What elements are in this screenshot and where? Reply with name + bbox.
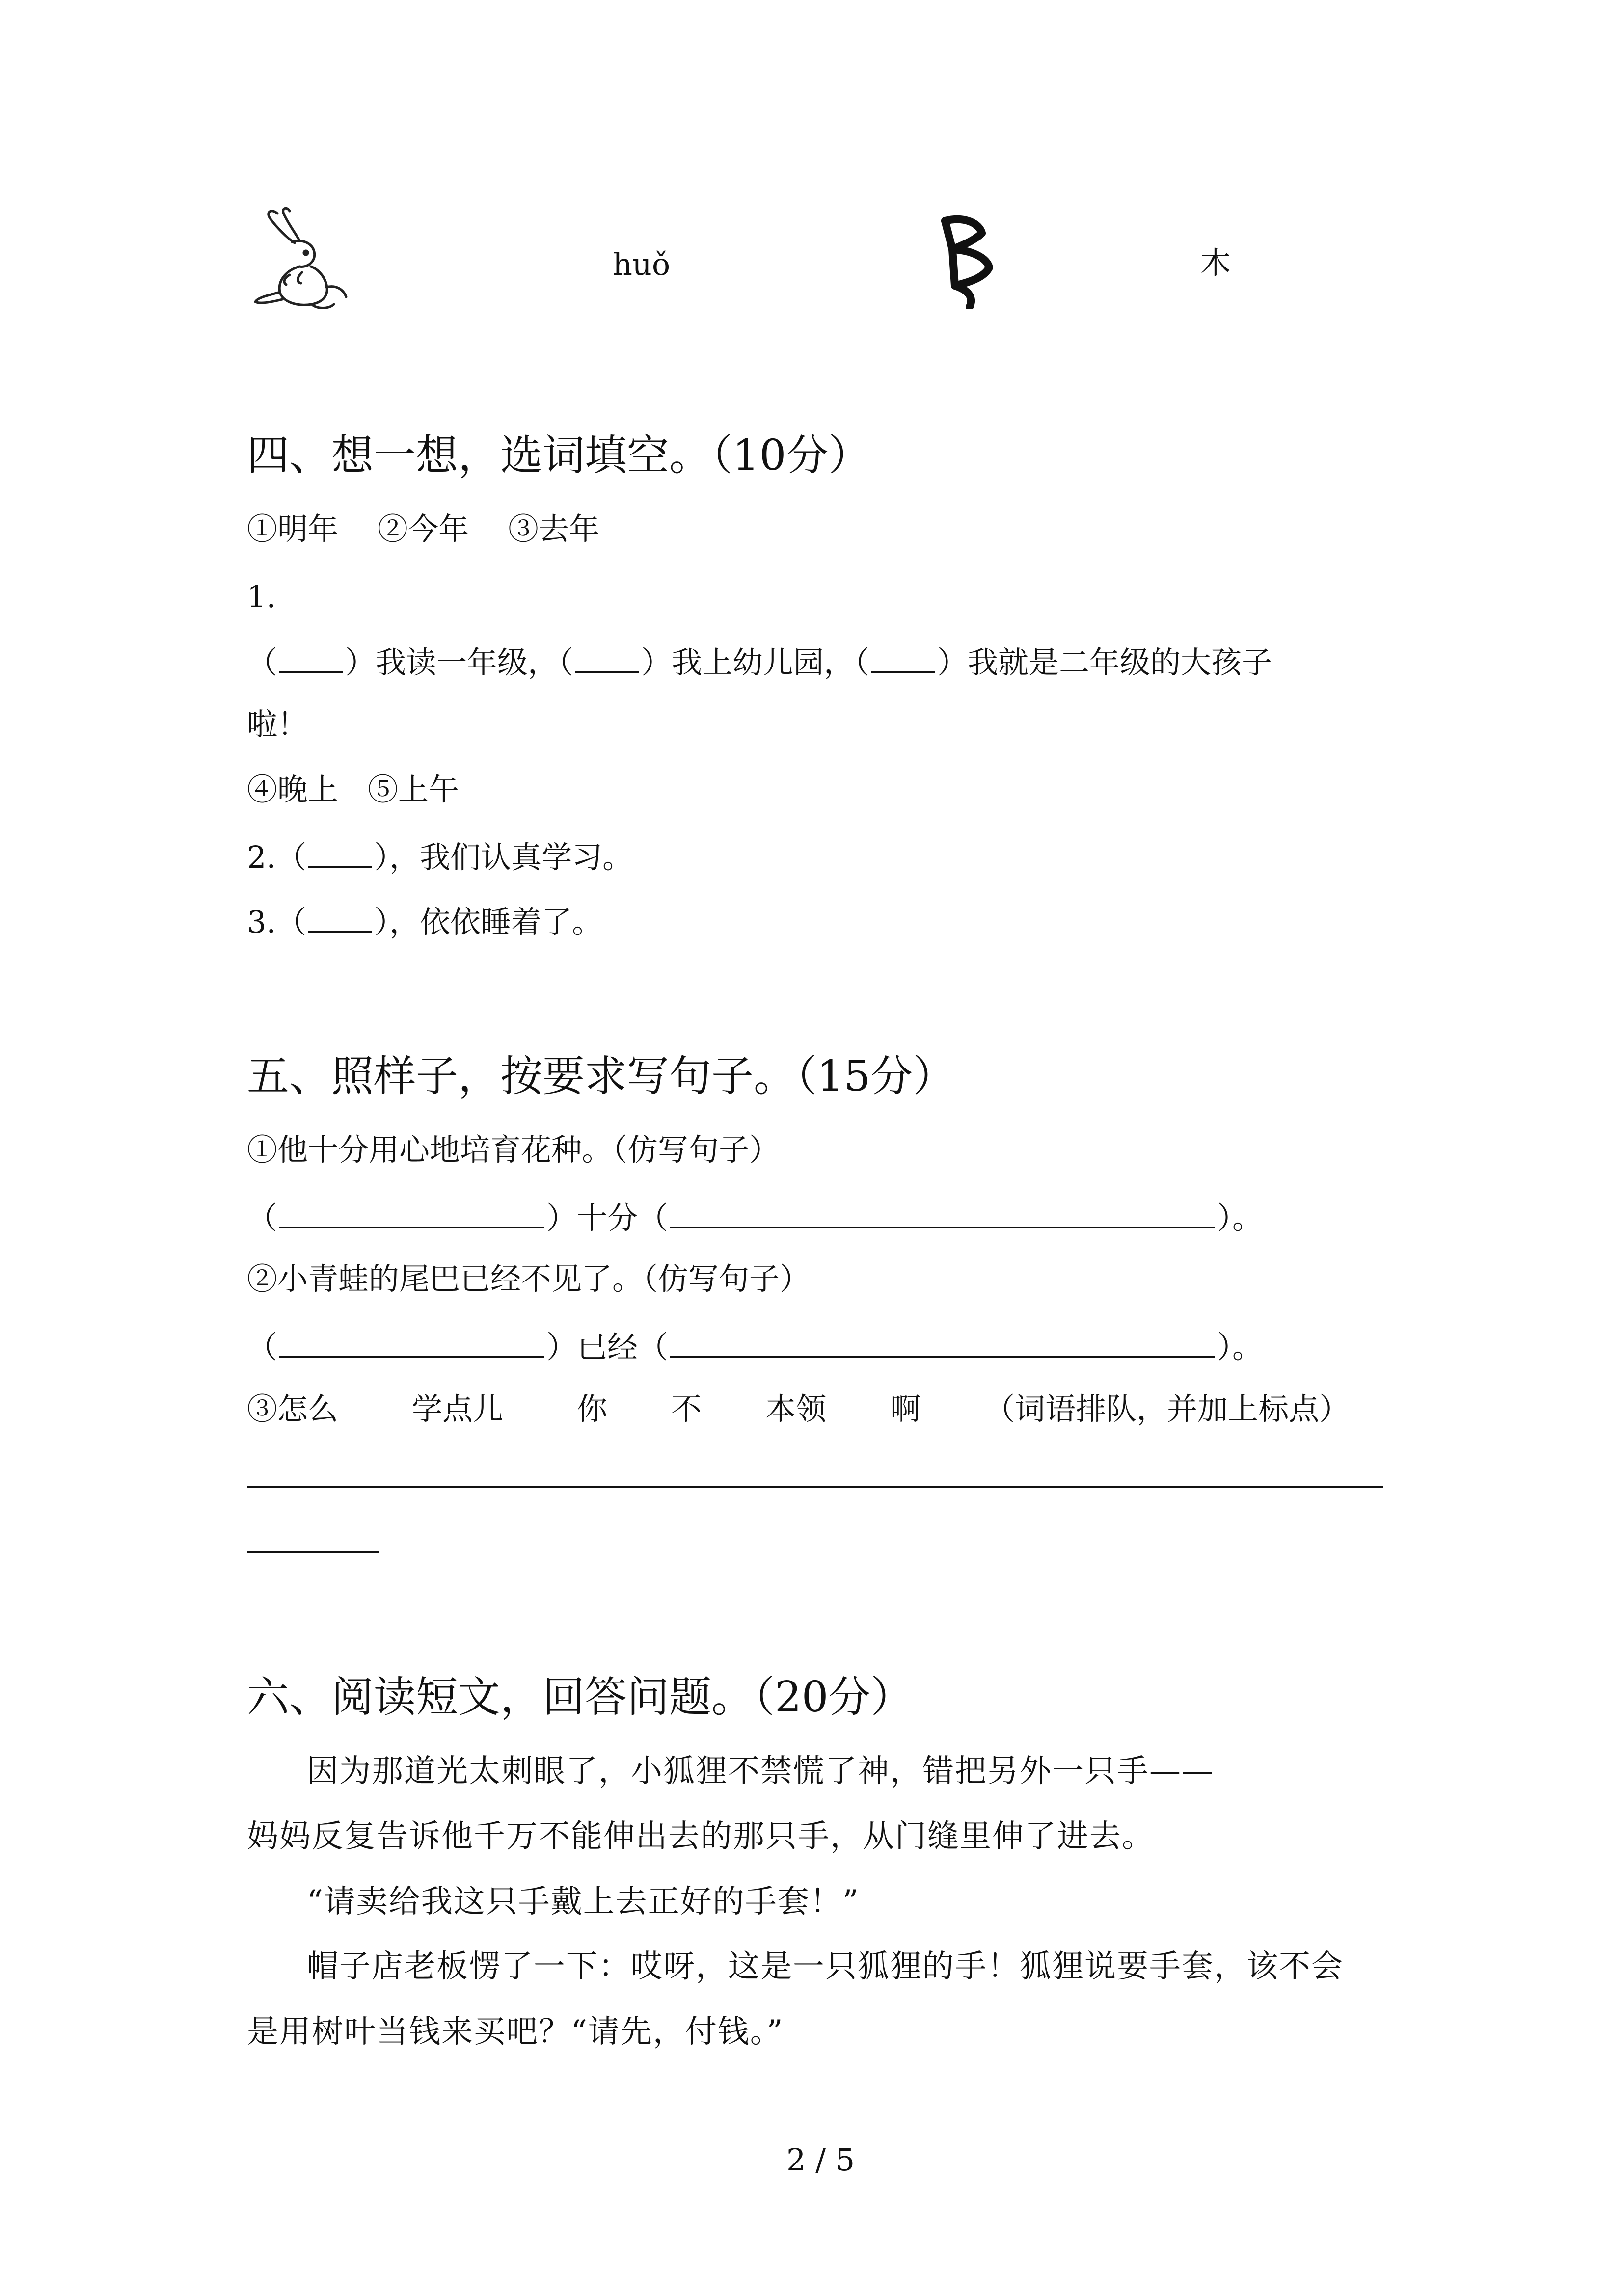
paragraph-3: “请卖给我这只手戴上去正好的手套！” xyxy=(307,1884,860,1920)
page-number: 2 / 5 xyxy=(786,2142,855,2178)
answer-line-1[interactable] xyxy=(247,1486,1383,1488)
q1-number: 1. xyxy=(247,579,276,614)
option-4: ④晚上 xyxy=(247,772,339,807)
q2-line: 2.（ ），我们认真学习。 xyxy=(247,839,633,875)
section5-heading: 五、照样子，按要求写句子。（15分） xyxy=(247,1052,955,1101)
s5-item2: ②小青蛙的尾巴已经不见了。（仿写句子） xyxy=(247,1261,811,1297)
s5-item2-blank-2[interactable] xyxy=(670,1329,1215,1358)
s5-item3-instruction: （词语排队，并加上标点） xyxy=(984,1391,1350,1427)
s5-item1-fill: （ ）十分（ ）。 xyxy=(247,1200,1263,1236)
q1-blank-1[interactable] xyxy=(279,644,343,673)
s5-item2-fill: （ ）已经（ ）。 xyxy=(247,1329,1263,1365)
q1-line: （ ）我读一年级，（ ）我上幼儿园，（ ）我就是二年级的大孩子 xyxy=(247,644,1272,680)
word-2: 学点儿 xyxy=(412,1391,504,1427)
section4-heading: 四、想一想，选词填空。（10分） xyxy=(247,431,871,480)
word-3: 你 xyxy=(577,1391,608,1427)
q2-blank[interactable] xyxy=(308,839,372,868)
section6-heading: 六、阅读短文，回答问题。（20分） xyxy=(247,1673,913,1722)
option-5: ⑤上午 xyxy=(368,772,460,807)
word-5: 本领 xyxy=(765,1391,827,1427)
q1-tail: 啦！ xyxy=(247,706,308,742)
word-1: ③怎么 xyxy=(247,1391,339,1427)
s5-item1-blank-1[interactable] xyxy=(279,1200,544,1228)
paragraph-4: 帽子店老板愣了一下：哎呀，这是一只狐狸的手！狐狸说要手套，该不会 xyxy=(307,1949,1344,1985)
pinyin-huo: huǒ xyxy=(613,246,671,282)
word-6: 啊 xyxy=(890,1391,921,1427)
paragraph-1: 因为那道光太刺眼了，小狐狸不禁慌了神，错把另外一只手—— xyxy=(307,1753,1214,1789)
q1-blank-3[interactable] xyxy=(871,644,935,673)
rabbit-icon xyxy=(243,204,356,317)
s5-item2-blank-1[interactable] xyxy=(279,1329,544,1358)
s5-item3 xyxy=(247,1391,1350,1427)
s5-item1: ①他十分用心地培育花种。（仿写句子） xyxy=(247,1132,780,1168)
paragraph-5: 是用树叶当钱来买吧？“请先，付钱。” xyxy=(247,2014,784,2050)
option-2: ②今年 xyxy=(378,511,469,547)
answer-line-2[interactable] xyxy=(247,1551,379,1553)
options-b xyxy=(247,774,459,805)
q1-blank-2[interactable] xyxy=(575,644,639,673)
option-1: ①明年 xyxy=(247,511,339,547)
ancient-glyph-icon xyxy=(935,211,999,309)
options-a xyxy=(247,511,600,547)
word-4: 不 xyxy=(671,1391,702,1427)
option-3: ③去年 xyxy=(508,511,600,547)
s5-item1-blank-2[interactable] xyxy=(670,1200,1215,1228)
paragraph-2: 妈妈反复告诉他千万不能伸出去的那只手，从门缝里伸了进去。 xyxy=(247,1818,1154,1855)
char-mu: 木 xyxy=(1200,245,1231,281)
q3-line: 3.（ ），依依睡着了。 xyxy=(247,904,603,940)
q3-blank[interactable] xyxy=(308,904,372,933)
